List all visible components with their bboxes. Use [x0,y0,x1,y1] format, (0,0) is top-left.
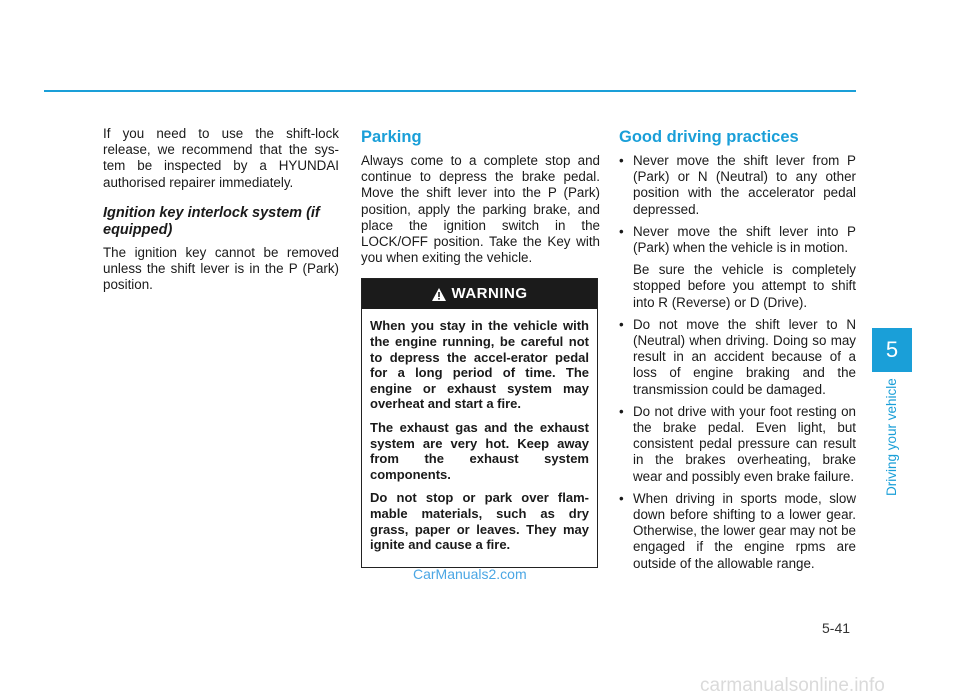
good-driving-list-continued [619,317,856,572]
warning-label: WARNING [451,285,528,303]
column-right [619,126,856,578]
warning-header [362,279,597,309]
watermark-link[interactable]: CarManuals2.com [413,566,527,582]
warning-box [361,278,598,567]
list-continuation-paragraph: Be sure the vehicle is completely stopped before you attempt to shift into R (Reverse) or D (Drive). [633,262,856,310]
list-item: • When driving in sports mode, slow down before shifting to a lower gear. Otherwise, the lower gear may not be engaged if the engine rpms are outside of the allowable range. [619,491,856,572]
column-left [103,126,339,303]
top-rule [44,90,856,92]
list-item: • Never move the shift lever into P (Park) when the vehicle is in motion. [619,224,856,256]
parking-paragraph: Always come to a complete stop and continue to depress the brake pedal. Move the shift lever into the P (Park) position, apply the parking brake, and place the ignition switch in the LOCK/OFF position. Take the Key with you when exiting the vehicle. [361,153,600,266]
warning-triangle-icon [432,288,446,301]
good-driving-heading: Good driving practices [619,128,799,146]
page-number: 5-41 [822,620,851,636]
parking-heading: Parking [361,128,422,146]
chapter-title: Driving your vehicle [884,378,899,496]
list-item: • Never move the shift lever from P (Park) or N (Neutral) to any other position with the accelerator pedal depressed. [619,153,856,218]
warning-body [362,309,597,566]
warning-paragraph: The exhaust gas and the exhaust system are very hot. Keep away from the exhaust system components. [370,419,589,482]
list-item: • Do not move the shift lever to N (Neutral) when driving. Doing so may result in an accident because of a loss of engine braking and the transmission could be damaged. [619,317,856,398]
list-item: • Do not drive with your foot resting on the brake pedal. Even light, but consistent pedal pressure can result in the brakes overheating, brake wear and possibly even brake failure. [619,404,856,485]
warning-paragraph: Do not stop or park over flam-mable materials, such as dry grass, paper or leaves. They may ignite and cause a fire. [370,490,589,553]
shift-lock-paragraph: If you need to use the shift-lock release, we recommend that the sys-tem be inspected by a HYUNDAI authorised repairer immediately. [103,126,339,190]
chapter-number-tab: 5 [872,328,912,372]
column-middle [361,126,600,568]
warning-paragraph: When you stay in the vehicle with the engine running, be careful not to depress the accel-erator pedal for a long period of time. The engine or exhaust system may overheat and start a fire. [370,318,589,412]
good-driving-list [619,153,856,256]
ignition-interlock-paragraph: The ignition key cannot be removed unless the shift lever is in the P (Park) position. [103,244,339,293]
site-watermark: carmanualsonline.info [700,675,885,696]
ignition-interlock-subheading: Ignition key interlock system (if equipped) [103,204,320,238]
